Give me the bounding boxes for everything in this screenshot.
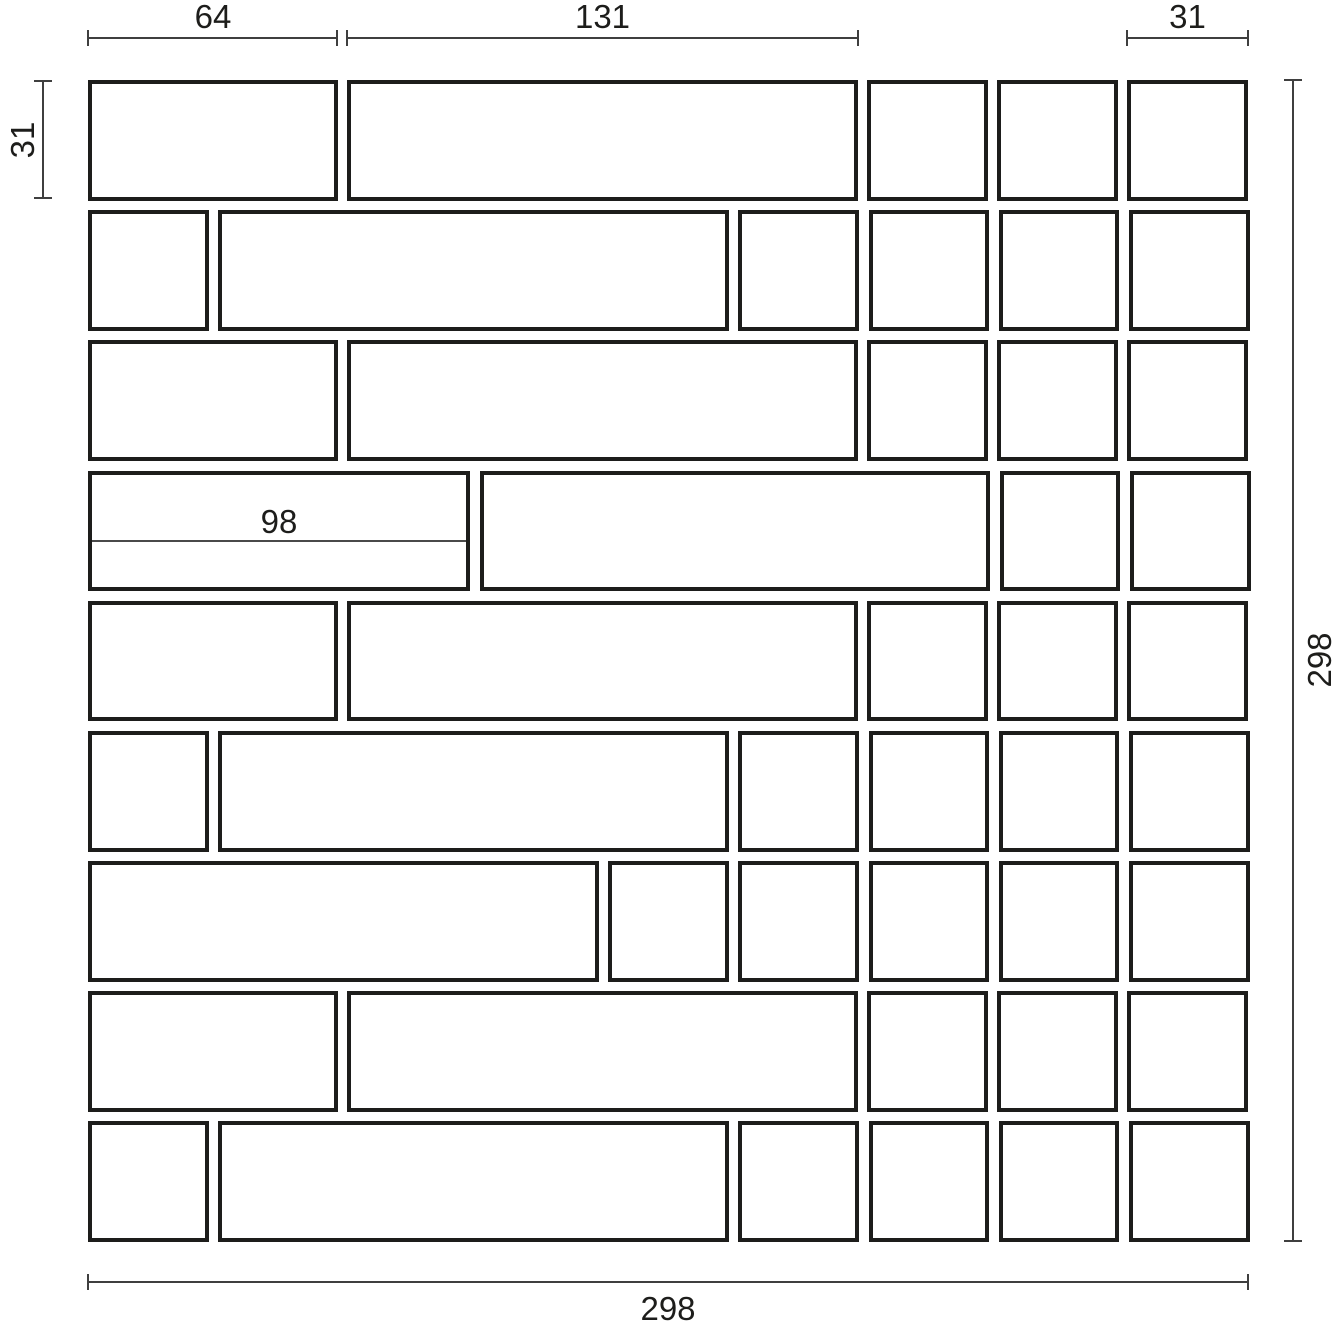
dim-end-tick (87, 1274, 89, 1290)
brick (997, 340, 1118, 461)
brick (997, 991, 1118, 1112)
brick (88, 991, 338, 1112)
dim-label-64: 64 (194, 0, 232, 35)
brick (999, 210, 1120, 331)
dim-label-298-right: 298 (1301, 632, 1338, 688)
brick (1127, 80, 1248, 201)
dim-line-vertical (42, 81, 44, 199)
brick (347, 991, 858, 1112)
dim-end-tick (1247, 1274, 1249, 1290)
dim-end-tick (34, 80, 52, 82)
brick (1000, 471, 1121, 592)
dim-end-tick (34, 197, 52, 199)
brick (218, 1121, 729, 1242)
brick (1127, 340, 1248, 461)
dim-label-31-left: 31 (4, 121, 41, 159)
brick (1129, 861, 1250, 982)
brick (1129, 1121, 1250, 1242)
brick (218, 210, 729, 331)
brick (738, 861, 859, 982)
brick (347, 340, 858, 461)
brick (1130, 471, 1251, 592)
brick (869, 1121, 990, 1242)
brick (869, 210, 990, 331)
brick (999, 861, 1120, 982)
brick (1127, 991, 1248, 1112)
brick (997, 601, 1118, 722)
dim-end-tick (1284, 1240, 1302, 1242)
brick (738, 731, 859, 852)
brick (997, 80, 1118, 201)
brick (738, 210, 859, 331)
brick (1129, 210, 1250, 331)
brick (867, 601, 988, 722)
brick (347, 601, 858, 722)
brick (480, 471, 991, 592)
brick (869, 731, 990, 852)
brick (1129, 731, 1250, 852)
brick (88, 861, 599, 982)
brick (347, 80, 858, 201)
brick (999, 731, 1120, 852)
brick (608, 861, 729, 982)
brick (867, 340, 988, 461)
brick (1127, 601, 1248, 722)
dim-label-98: 98 (260, 503, 298, 540)
brick (867, 80, 988, 201)
brick (88, 80, 338, 201)
dim-end-tick (1284, 79, 1302, 81)
brick (738, 1121, 859, 1242)
brick (999, 1121, 1120, 1242)
brick (88, 210, 209, 331)
brick (869, 861, 990, 982)
dim-label-31: 31 (1169, 0, 1206, 35)
brick (88, 601, 338, 722)
dim-label-131: 131 (574, 0, 631, 35)
brick (218, 731, 729, 852)
dim-line-horizontal (88, 37, 338, 39)
brick (88, 1121, 209, 1242)
dim-line-horizontal (92, 540, 466, 542)
dim-line-horizontal (1127, 37, 1248, 39)
dim-label-298-bottom: 298 (640, 1290, 696, 1322)
dim-line-vertical (1292, 80, 1294, 1242)
dim-line-horizontal (88, 1281, 1248, 1283)
brick (88, 731, 209, 852)
brick (88, 340, 338, 461)
brick (867, 991, 988, 1112)
dim-line-horizontal (347, 37, 858, 39)
